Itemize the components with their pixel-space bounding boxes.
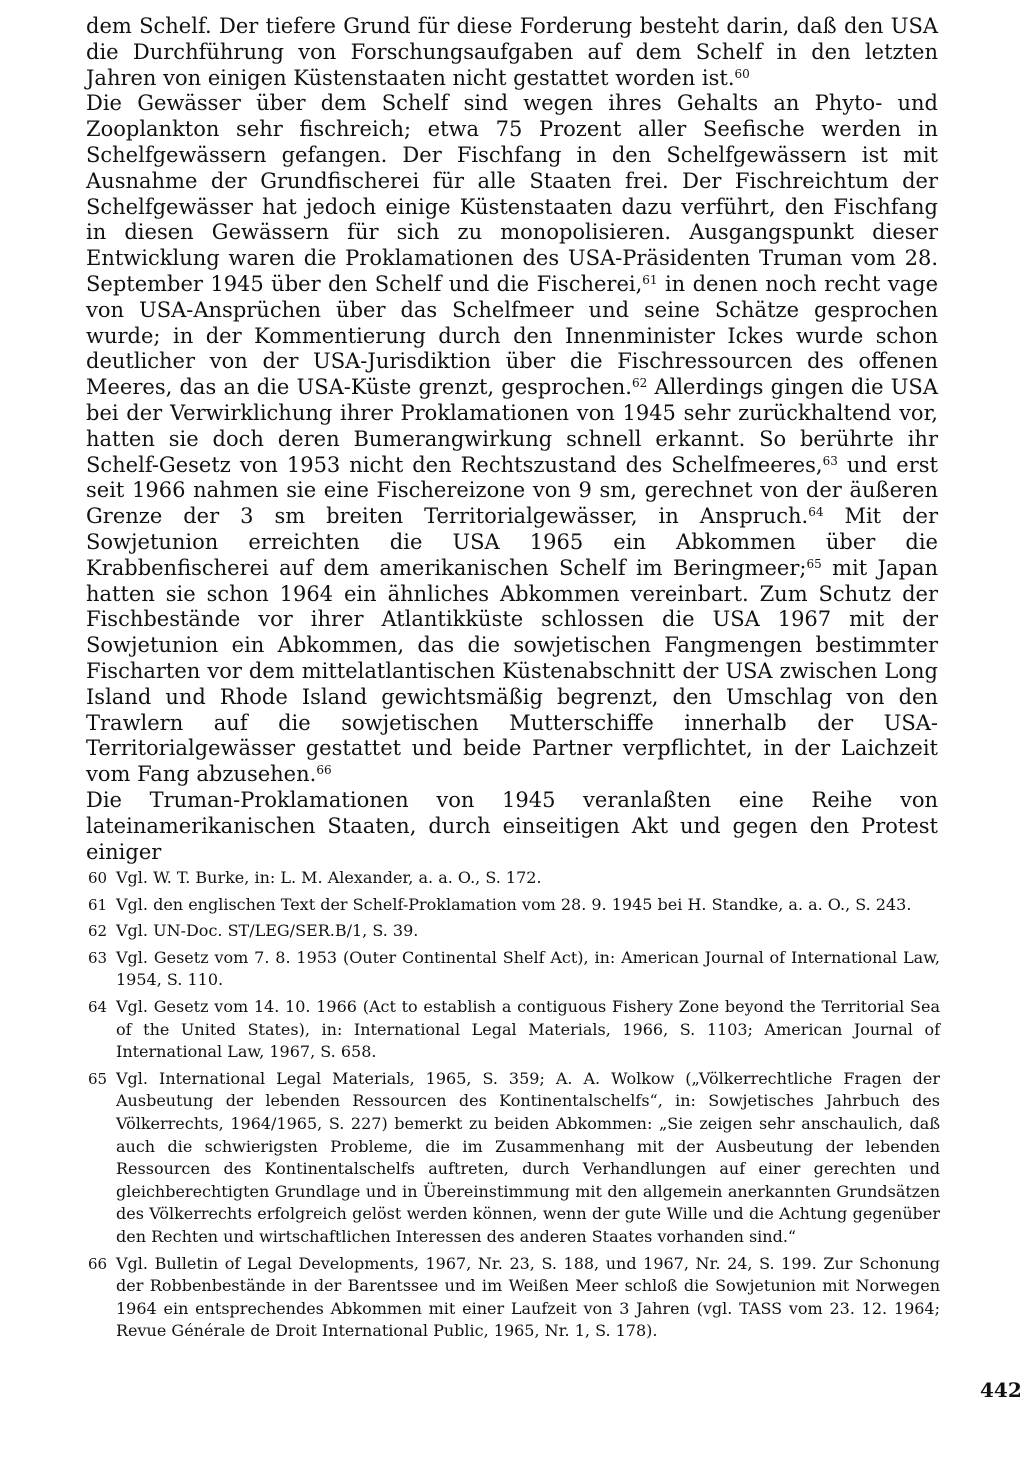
footnote-number: 66: [88, 1254, 108, 1273]
footnote-number: 62: [88, 922, 108, 941]
paragraph-1: [86, 14, 938, 91]
paragraph-text: Allerdings gingen die USA bei der Verwirklichung ihrer Proklamationen von 1945 sehr zurückhaltend vor, hatten sie doch deren Bumerangwirkung schnell erkannt. So berührte ihr Schelf-Gesetz von 1953 nicht den Rechtszustand des Schelfmeeres,: [86, 375, 938, 477]
page-number: 442: [980, 1378, 1022, 1402]
footnote-text: Vgl. Bulletin of Legal Developments, 1967, Nr. 23, S. 188, und 1967, Nr. 24, S. 199. Zur Schonung der Robbenbestände in der Barentssee und im Weißen Meer schloß die Sowjetunion mit Norwegen 1964 ein entsprechendes Abkommen mit einer Laufzeit von 3 Jahren (vgl. TASS vom 23. 12. 1964; Revue Générale de Droit International Public, 1965, Nr. 1, S. 178).: [116, 1253, 940, 1341]
paragraph-text: mit Japan hatten sie schon 1964 ein ähnliches Abkommen vereinbart. Zum Schutz der Fischbestände vor ihrer Atlantikküste schlossen die USA 1967 mit der Sowjetunion ein Abkommen, das die sowjetischen Fangmengen bestimmter Fischarten vor dem mittelatlantischen Küstenabschnitt der USA zwischen Long Island und Rhode Island gewichtsmäßig begrenzt, den Umschlag von den Trawlern auf die sowjetischen Mutterschiffe innerhalb der USA-Territorialgewässer gestattet und beide Partner verpflichtet, in der Laichzeit vom Fang abzusehen.: [86, 555, 938, 787]
footnote-number: 65: [88, 1069, 108, 1088]
footnote-ref: 65: [806, 556, 822, 571]
footnote: [88, 867, 940, 890]
footnote-ref: 63: [822, 453, 838, 468]
footnote: [88, 1068, 940, 1249]
footnote-number: 60: [88, 869, 108, 887]
paragraph-3: [86, 788, 938, 865]
footnote-number: 61: [88, 895, 108, 914]
paragraph-2: [86, 91, 938, 788]
footnote-ref: 62: [631, 376, 648, 391]
footnote-ref: 60: [734, 66, 750, 81]
main-text: [86, 14, 938, 865]
paragraph-text: Die Gewässer über dem Schelf sind wegen ihres Gehalts an Phyto- und Zooplankton sehr fischreich; etwa 75 Prozent aller Seefische werden in Schelfgewässern gefangen. Der Fischfang in den Schelfgewässern ist mit Ausnahme der Grundfischerei für alle Staaten frei. Der Fischreichtum der Schelfgewässer hat jedoch einige Küstenstaaten dazu verführt, den Fischfang in diesen Gewässern für sich zu monopolisieren. Ausgangspunkt dieser Entwicklung waren die Proklamationen des USA-Präsidenten Truman vom 28. September 1945 über den Schelf und die Fischerei,: [86, 91, 938, 296]
footnote-number: 63: [88, 948, 108, 967]
footnote-text: Vgl. Gesetz vom 14. 10. 1966 (Act to establish a contiguous Fishery Zone beyond the Territorial Sea of the United States), in: International Legal Materials, 1966, S. 1103; American Journal of International Law, 1967, S. 658.: [116, 996, 940, 1062]
paragraph-text: dem Schelf. Der tiefere Grund für diese Forderung besteht darin, daß den USA die Durchführung von Forschungsaufgaben auf dem Schelf in den letzten Jahren von einigen Küstenstaaten nicht gestattet worden ist.: [86, 14, 938, 90]
footnote-ref: 66: [316, 763, 332, 778]
footnotes: [88, 867, 940, 1347]
paragraph-text: Mit der Sowjetunion erreichten die USA 1965 ein Abkommen über die Krabbenfischerei auf dem amerikanischen Schelf im Beringmeer;: [86, 504, 938, 580]
footnote-text: Vgl. W. T. Burke, in: L. M. Alexander, a. a. O., S. 172.: [116, 868, 542, 887]
footnote: [88, 920, 940, 943]
paragraph-text: und erst seit 1966 nahmen sie eine Fischereizone von 9 sm, gerechnet von der äußeren Grenze der 3 sm breiten Territorialgewässer, in Anspruch.: [86, 452, 938, 529]
footnote-text: Vgl. UN-Doc. ST/LEG/SER.B/1, S. 39.: [116, 921, 419, 941]
footnote: [88, 996, 940, 1064]
footnote: [88, 894, 940, 917]
footnote-ref: 64: [808, 505, 824, 520]
footnote-text: Vgl. den englischen Text der Schelf-Proklamation vom 28. 9. 1945 bei H. Standke, a. a. O., S. 243.: [116, 894, 912, 914]
footnote-ref: 61: [642, 272, 658, 287]
footnote-text: Vgl. Gesetz vom 7. 8. 1953 (Outer Continental Shelf Act), in: American Journal of International Law, 1954, S. 110.: [116, 947, 940, 990]
footnote: [88, 947, 940, 992]
paragraph-text: Die Truman-Proklamationen von 1945 veranlaßten eine Reihe von lateinamerikanischen Staaten, durch einseitigen Akt und gegen den Protest einiger: [86, 787, 938, 864]
footnote: [88, 1253, 940, 1343]
paragraph-text: in denen noch recht vage von USA-Ansprüchen über das Schelfmeer und seine Schätze gesprochen wurde; in der Kommentierung durch den Innenminister Ickes wurde schon deutlicher von der USA-Jurisdiktion über die Fischressourcen des offenen Meeres, das an die USA-Küste grenzt, gesprochen.: [86, 271, 938, 400]
footnote-number: 64: [88, 997, 108, 1016]
footnote-text: Vgl. International Legal Materials, 1965, S. 359; A. A. Wolkow („Völkerrechtliche Fragen der Ausbeutung der lebenden Ressourcen des Kontinentalschelfs“, in: Sowjetisches Jahrbuch des Völkerrechts, 1964/1965, S. 227) bemerkt zu beiden Abkommen: „Sie zeigen sehr anschaulich, daß auch die schwierigsten Probleme, die im Zusammenhang mit der Ausbeutung der lebenden Ressourcen des Kontinentalschelfs auftreten, durch Verhandlungen auf einer gerechten und gleichberechtigten Grundlage und in Übereinstimmung mit den allgemein anerkannten Grundsätzen des Völkerrechts erfolgreich gelöst werden können, wenn der gute Wille und die Achtung gegenüber den Rechten und wirtschaftlichen Interessen des anderen Staates vorhanden sind.“: [116, 1068, 940, 1246]
